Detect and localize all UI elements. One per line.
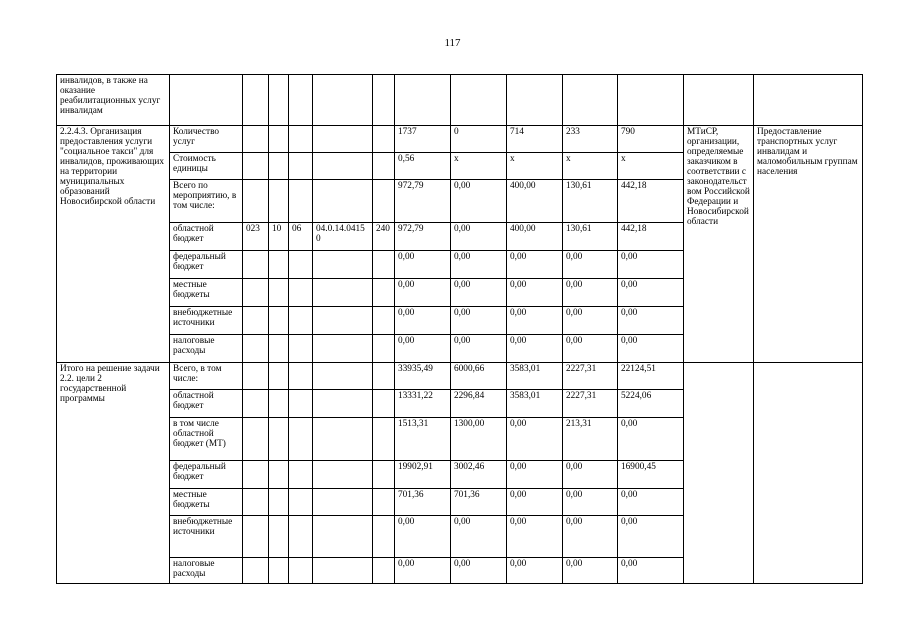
value-cell-v3: 0,00 xyxy=(563,307,618,335)
value-cell-v2: 0,00 xyxy=(507,251,563,279)
value-cell-v1: 0,00 xyxy=(451,558,507,584)
value-cell-rz xyxy=(269,307,289,335)
value-cell-grbs xyxy=(243,279,269,307)
value-cell-pr xyxy=(289,461,313,489)
measure-title-cell: 2.2.4.3. Организация предоставления услуги "социальное такси" для инвалидов, проживающих на территории муниципальных образований Новосибирской области xyxy=(57,126,170,363)
value-cell-grbs xyxy=(243,363,269,390)
value-cell-v3: 213,31 xyxy=(563,418,618,461)
value-cell-v0: 0,00 xyxy=(395,558,451,584)
value-cell-v2: 0,00 xyxy=(507,307,563,335)
value-cell-rz xyxy=(269,558,289,584)
value-cell-grbs xyxy=(243,558,269,584)
value-cell-csr xyxy=(313,307,373,335)
value-cell-v3: 0,00 xyxy=(563,516,618,558)
total-block xyxy=(57,363,863,584)
value-cell-v1: 0 xyxy=(451,126,507,153)
value-cell-csr xyxy=(313,558,373,584)
value-cell-v3: 0,00 xyxy=(563,279,618,307)
value-cell-pr xyxy=(289,279,313,307)
value-cell-vr: 240 xyxy=(373,223,395,251)
value-cell-v2: 0,00 xyxy=(507,558,563,584)
executor-cell: МТиСР, организации, определяемые заказчиком в соответствии с законодательством Российской Федерации и Новосибирской области xyxy=(684,126,754,363)
value-cell-rz xyxy=(269,390,289,418)
value-cell-pr xyxy=(289,363,313,390)
value-cell-rz xyxy=(269,363,289,390)
row-label-cell: Всего по мероприятию, в том числе: xyxy=(170,180,243,223)
value-cell-v2: 400,00 xyxy=(507,223,563,251)
value-cell-v0: 13331,22 xyxy=(395,390,451,418)
value-cell-v1: 6000,66 xyxy=(451,363,507,390)
table-row xyxy=(57,75,863,126)
value-cell-v0: 972,79 xyxy=(395,223,451,251)
row-label-cell: областной бюджет xyxy=(170,223,243,251)
value-cell-v3: 2227,31 xyxy=(563,363,618,390)
value-cell-vr xyxy=(373,516,395,558)
value-cell-vr xyxy=(373,489,395,516)
value-cell-v4: 0,00 xyxy=(618,307,684,335)
value-cell-rz xyxy=(269,153,289,180)
value-cell-v4: 0,00 xyxy=(618,335,684,363)
value-cell-v4: 442,18 xyxy=(618,180,684,223)
measure-title-cell: Итого на решение задачи 2.2. цели 2 государственной программы xyxy=(57,363,170,584)
value-cell-pr xyxy=(289,180,313,223)
value-cell-v1: 0,00 xyxy=(451,223,507,251)
value-cell-v1: 0,00 xyxy=(451,307,507,335)
value-cell-v0: 972,79 xyxy=(395,180,451,223)
row-label-cell: федеральный бюджет xyxy=(170,461,243,489)
value-cell-rz xyxy=(269,251,289,279)
value-cell-grbs: 023 xyxy=(243,223,269,251)
value-cell-v4: 16900,45 xyxy=(618,461,684,489)
row-label-cell: федеральный бюджет xyxy=(170,251,243,279)
value-cell-v3: 0,00 xyxy=(563,558,618,584)
value-cell-grbs xyxy=(243,390,269,418)
row-label-cell: в том числе областной бюджет (МТ) xyxy=(170,418,243,461)
value-cell-v4: 5224,06 xyxy=(618,390,684,418)
value-cell-grbs xyxy=(243,180,269,223)
value-cell-v2: 0,00 xyxy=(507,461,563,489)
value-cell-rz: 10 xyxy=(269,223,289,251)
value-cell-v4: 0,00 xyxy=(618,489,684,516)
value-cell-vr xyxy=(373,180,395,223)
value-cell-v0: 1513,31 xyxy=(395,418,451,461)
row-label-cell: областной бюджет xyxy=(170,390,243,418)
value-cell-v4: x xyxy=(618,153,684,180)
value-cell-v1: 0,00 xyxy=(451,335,507,363)
value-cell-v0: 0,56 xyxy=(395,153,451,180)
value-cell-grbs xyxy=(243,489,269,516)
value-cell-rz xyxy=(269,126,289,153)
value-cell-csr xyxy=(313,461,373,489)
value-cell-rz xyxy=(269,489,289,516)
value-cell-v4: 0,00 xyxy=(618,251,684,279)
value-cell-v3: 2227,31 xyxy=(563,390,618,418)
table-row xyxy=(57,363,863,390)
executor-cell xyxy=(684,363,754,584)
value-cell-v2: 0,00 xyxy=(507,489,563,516)
value-cell-vr xyxy=(373,363,395,390)
value-cell-vr xyxy=(373,307,395,335)
value-cell-csr xyxy=(313,489,373,516)
value-cell-v4: 22124,51 xyxy=(618,363,684,390)
row-label-cell: местные бюджеты xyxy=(170,489,243,516)
value-cell-v1: 0,00 xyxy=(451,516,507,558)
measure-title-cell: инвалидов, в также на оказание реабилитационных услуг инвалидам xyxy=(57,75,170,126)
value-cell-v0: 0,00 xyxy=(395,516,451,558)
value-cell-v4: 0,00 xyxy=(618,279,684,307)
value-cell-v3: 130,61 xyxy=(563,223,618,251)
value-cell-v0: 1737 xyxy=(395,126,451,153)
row-label-cell: внебюджетные источники xyxy=(170,307,243,335)
value-cell-v3: 0,00 xyxy=(563,489,618,516)
row-label-cell: Всего, в том числе: xyxy=(170,363,243,390)
value-cell-pr xyxy=(289,418,313,461)
value-cell-v0: 0,00 xyxy=(395,307,451,335)
value-cell-v0: 0,00 xyxy=(395,251,451,279)
value-cell-v1: 0,00 xyxy=(451,180,507,223)
measure-block xyxy=(57,126,863,363)
value-cell-csr xyxy=(313,126,373,153)
value-cell-v3: 0,00 xyxy=(563,335,618,363)
value-cell-csr xyxy=(313,279,373,307)
value-cell-v3: x xyxy=(563,153,618,180)
value-cell-v1: 1300,00 xyxy=(451,418,507,461)
value-cell-v2: 400,00 xyxy=(507,180,563,223)
value-cell-v4: 0,00 xyxy=(618,516,684,558)
result-cell: Предоставление транспортных услуг инвалидам и маломобильным группам населения xyxy=(754,126,863,363)
value-cell-grbs xyxy=(243,307,269,335)
value-cell-csr xyxy=(313,363,373,390)
row-label-cell: налоговые расходы xyxy=(170,335,243,363)
value-cell-rz xyxy=(269,180,289,223)
value-cell-v2: 3583,01 xyxy=(507,390,563,418)
value-cell-rz xyxy=(269,516,289,558)
value-cell-csr xyxy=(313,251,373,279)
value-cell-csr xyxy=(313,390,373,418)
table-row xyxy=(57,126,863,153)
value-cell-pr xyxy=(289,516,313,558)
value-cell-v1: 3002,46 xyxy=(451,461,507,489)
value-cell-v2: 0,00 xyxy=(507,418,563,461)
value-cell-v4: 442,18 xyxy=(618,223,684,251)
value-cell-v2: 0,00 xyxy=(507,335,563,363)
value-cell-grbs xyxy=(243,251,269,279)
value-cell-vr xyxy=(373,558,395,584)
value-cell-pr xyxy=(289,251,313,279)
value-cell-v3: 233 xyxy=(563,126,618,153)
value-cell-vr xyxy=(373,390,395,418)
value-cell-rz xyxy=(269,418,289,461)
value-cell-csr xyxy=(313,180,373,223)
value-cell-grbs xyxy=(243,153,269,180)
value-cell-v2: 714 xyxy=(507,126,563,153)
value-cell-v4: 790 xyxy=(618,126,684,153)
value-cell-v2: 3583,01 xyxy=(507,363,563,390)
value-cell-v1: 701,36 xyxy=(451,489,507,516)
value-cell-vr xyxy=(373,126,395,153)
value-cell-pr xyxy=(289,126,313,153)
value-cell-vr xyxy=(373,461,395,489)
value-cell-v2: 0,00 xyxy=(507,516,563,558)
budget-table xyxy=(56,74,863,584)
value-cell-grbs xyxy=(243,461,269,489)
value-cell-pr xyxy=(289,390,313,418)
value-cell-rz xyxy=(269,335,289,363)
result-cell xyxy=(754,363,863,584)
value-cell-grbs xyxy=(243,335,269,363)
row-label-cell: местные бюджеты xyxy=(170,279,243,307)
row-label-cell: Количество услуг xyxy=(170,126,243,153)
value-cell-grbs xyxy=(243,516,269,558)
value-cell-v0: 701,36 xyxy=(395,489,451,516)
value-cell-rz xyxy=(269,279,289,307)
page-number: 117 xyxy=(444,37,461,49)
value-cell-csr: 04.0.14.04150 xyxy=(313,223,373,251)
value-cell-vr xyxy=(373,418,395,461)
value-cell-pr: 06 xyxy=(289,223,313,251)
row-label-cell: Стоимость единицы xyxy=(170,153,243,180)
value-cell-vr xyxy=(373,251,395,279)
value-cell-v0: 0,00 xyxy=(395,335,451,363)
value-cell-grbs xyxy=(243,418,269,461)
value-cell-v0: 33935,49 xyxy=(395,363,451,390)
value-cell-v3: 0,00 xyxy=(563,461,618,489)
value-cell-pr xyxy=(289,307,313,335)
value-cell-v3: 130,61 xyxy=(563,180,618,223)
value-cell-v3: 0,00 xyxy=(563,251,618,279)
value-cell-v1: 0,00 xyxy=(451,279,507,307)
value-cell-v0: 19902,91 xyxy=(395,461,451,489)
table-body xyxy=(57,75,863,126)
value-cell-v1: x xyxy=(451,153,507,180)
value-cell-pr xyxy=(289,335,313,363)
value-cell-v4: 0,00 xyxy=(618,558,684,584)
value-cell-csr xyxy=(313,418,373,461)
value-cell-vr xyxy=(373,153,395,180)
value-cell-csr xyxy=(313,516,373,558)
row-label-cell: внебюджетные источники xyxy=(170,516,243,558)
value-cell-v4: 0,00 xyxy=(618,418,684,461)
value-cell-v2: 0,00 xyxy=(507,279,563,307)
value-cell-csr xyxy=(313,335,373,363)
value-cell-v1: 0,00 xyxy=(451,251,507,279)
value-cell-grbs xyxy=(243,126,269,153)
value-cell-v2: x xyxy=(507,153,563,180)
value-cell-rz xyxy=(269,461,289,489)
value-cell-pr xyxy=(289,558,313,584)
value-cell-v1: 2296,84 xyxy=(451,390,507,418)
value-cell-vr xyxy=(373,279,395,307)
value-cell-csr xyxy=(313,153,373,180)
row-label-cell: налоговые расходы xyxy=(170,558,243,584)
value-cell-pr xyxy=(289,153,313,180)
value-cell-vr xyxy=(373,335,395,363)
value-cell-v0: 0,00 xyxy=(395,279,451,307)
value-cell-pr xyxy=(289,489,313,516)
